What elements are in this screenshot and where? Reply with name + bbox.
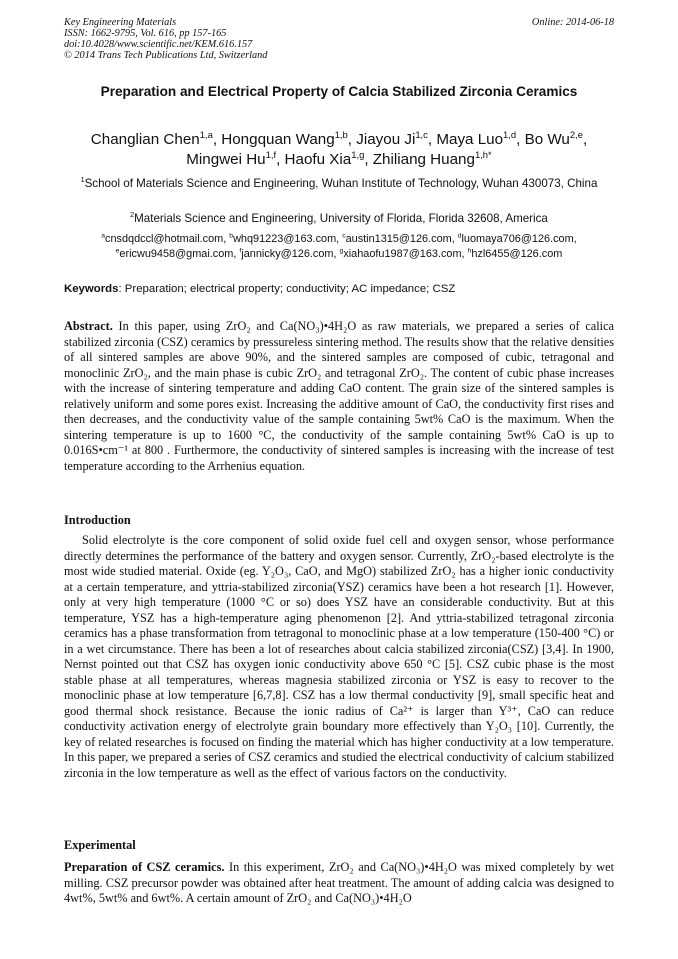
email[interactable]: $^f$jannicky@126.com, xyxy=(239,247,340,260)
author-name: Changlian Chen xyxy=(90,131,200,148)
abstract xyxy=(64,319,614,474)
email[interactable]: $^b$whq91223@163.com, xyxy=(229,232,343,245)
affiliation-mark: 2 xyxy=(130,210,135,220)
author-affiliation-mark: 2,e xyxy=(569,128,583,140)
email[interactable]: $^c$austin1315@126.com, xyxy=(342,232,458,245)
author-name: Bo Wu xyxy=(524,131,570,148)
author-affiliation-mark: 1,c xyxy=(415,128,428,140)
journal-name: Key Engineering Materials xyxy=(64,17,177,28)
keywords-label: Keywords xyxy=(64,283,119,295)
issn-line: ISSN: 1662-9795, Vol. 616, pp 157-165 xyxy=(64,28,227,39)
author: Bo Wu$^{2,e}$, xyxy=(524,128,588,148)
author: Changlian Chen$^{1,a}$, xyxy=(90,128,222,148)
email[interactable]: $^d$luomaya706@126.com, xyxy=(457,232,577,245)
keywords-separator: : xyxy=(118,283,122,295)
author-name: Mingwei Hu xyxy=(186,151,266,168)
email[interactable]: $^e$ericwu9458@gmai.com, xyxy=(115,247,240,260)
author: Hongquan Wang$^{1,b}$, xyxy=(221,128,357,148)
keywords xyxy=(64,282,614,297)
author-affiliation-mark: 1,d xyxy=(503,128,517,140)
doi-line: doi:10.4028/www.scientific.net/KEM.616.157 xyxy=(64,39,253,50)
section-heading-introduction: Introduction xyxy=(64,513,131,527)
affiliation-text: School of Materials Science and Engineering, Wuhan Institute of Technology, Wuhan 430073, China xyxy=(84,177,598,190)
subsection-heading: Preparation of CSZ ceramics. xyxy=(64,860,225,874)
email-list xyxy=(60,232,618,262)
author: Maya Luo$^{1,d}$, xyxy=(436,128,525,148)
copyright-line: © 2014 Trans Tech Publications Ltd, Switzerland xyxy=(64,50,268,61)
author-affiliation-mark: 1,g xyxy=(351,148,365,160)
author: Mingwei Hu$^{1,f}$, xyxy=(186,148,285,168)
section-heading-experimental: Experimental xyxy=(64,838,136,852)
author-name: Maya Luo xyxy=(436,131,504,148)
author-affiliation-mark: 1,a xyxy=(199,128,213,140)
author xyxy=(372,148,492,168)
author-list xyxy=(64,130,614,170)
author-affiliation-mark: 1,f xyxy=(265,148,277,160)
experimental-paragraph xyxy=(64,860,614,907)
affiliation-text: Materials Science and Engineering, University of Florida, Florida 32608, America xyxy=(134,212,548,225)
author-name: Haofu Xia xyxy=(284,151,352,168)
paper-title: Preparation and Electrical Property of Calcia Stabilized Zirconia Ceramics xyxy=(100,84,578,99)
journal-header xyxy=(64,17,267,61)
author: Haofu Xia$^{1,g}$, xyxy=(284,148,373,168)
experimental-text: In this experiment, ZrO₂ and Ca(NO₃)•4H₂O was mixed completely by wet milling. CSZ precursor powder was obtained after heat treatment. The amount of adding calcia was designed to 4wt%, 5wt% and 6wt%. A certain amount of ZrO₂ and Ca(NO₃)•4H₂O xyxy=(64,860,614,905)
affiliation-mark: 1 xyxy=(80,175,85,185)
introduction-paragraph: Solid electrolyte is the core component of solid oxide fuel cell and oxygen sensor, whose performance directly determines the performance of the battery and oxygen sensor. Currently, ZrO₂-based electrolyte is the most wide studied material. Oxide (eg. Y₂O₃, CaO, and MgO) stabilized ZrO₂ has a higher ionic conductivity at a certain temperature, and yttria-stabilized zirconia(YSZ) ceramics have been a hot research [1]. However, only at very high temperature (1000 °C or so) does YSZ have an considerable conductivity. But at this temperature, YSZ has a high-temperature aging phenomenon [2]. And yttria-stabilized tetragonal zirconia ceramics has a phase transformation from tetragonal to monoclinic phase at a low temperature (150-400 °C) or in a wet circumstance. There has been a lot of researches about calcia stabilized zirconia(CSZ) [3,4]. In 1900, Nernst pointed out that CSZ has oxygen ionic conductivity above 650 °C [5]. CSZ cubic phase is the most stable phase at all temperatures, whereas magnesia stabilized zirconia or YSZ is easy to recover to the monoclinic phase at low temperature [6,7,8]. CSZ has a low thermal conductivity [9], small specific heat and good thermal shock resistance. Because the ionic radius of Ca²⁺ is larger than Y³⁺, CaO can reduce conductivity activation energy of electrolyte grain boundary more effectively than Y₂O₃ [10]. Currently, the key of related researches is focused on finding the material which has higher conductivity at a low temperature. In this paper, we prepared a series of CSZ ceramics and studied the electrical conductivity of calcium stabilized zirconia in the low temperature as well as the effect of various factors on the conductivity. xyxy=(64,533,614,780)
keywords-text: Preparation; electrical property; conductivity; AC impedance; CSZ xyxy=(124,283,456,295)
author-name: Jiayou Ji xyxy=(356,131,416,148)
email[interactable]: $^g$xiahaofu1987@163.com, xyxy=(339,247,468,260)
email[interactable]: $^a$cnsdqdccl@hotmail.com, xyxy=(101,232,230,245)
online-date: Online: 2014-06-18 xyxy=(531,17,614,28)
author-affiliation-mark: 1,h* xyxy=(474,148,492,160)
abstract-text: In this paper, using ZrO₂ and Ca(NO₃)•4H₂O as raw materials, we prepared a series of calica stabilized zirconia (CSZ) ceramics by pressureless sintering method. The results show that the relative densities of all sintered samples are above 90%, and the sintered samples are composed of cubic, tetragonal and monoclinic ZrO₂, and the main phase is cubic ZrO₂ and tetragonal ZrO₂. The content of cubic phase increases with the increase of sintering temperature and adding CaO content. The grain size of the sintered samples is relatively uniform and some pores exist. Increasing the additive amount of CaO, the conductivity first rises and then decreases, and the conductivity value of the sample containing 5wt% CaO is the maximum. When the sintering temperature is up to 1600 °C, the conductivity of the sample containing 5wt% CaO is up to 0.016S•cm⁻¹ at 800 . Furthermore, the conductivity of sintered samples is increasing with the increase of test temperature according to the Arrhenius equation. xyxy=(64,319,614,473)
affiliation xyxy=(64,211,614,227)
author-affiliation-mark: 1,b xyxy=(334,128,348,140)
author-name: Hongquan Wang xyxy=(221,131,335,148)
abstract-label: Abstract. xyxy=(64,319,113,333)
author: Jiayou Ji$^{1,c}$, xyxy=(356,128,437,148)
author-name: Zhiliang Huang xyxy=(372,151,475,168)
affiliation xyxy=(64,176,614,192)
email[interactable]: $^h$hzl6455@126.com xyxy=(467,247,563,260)
